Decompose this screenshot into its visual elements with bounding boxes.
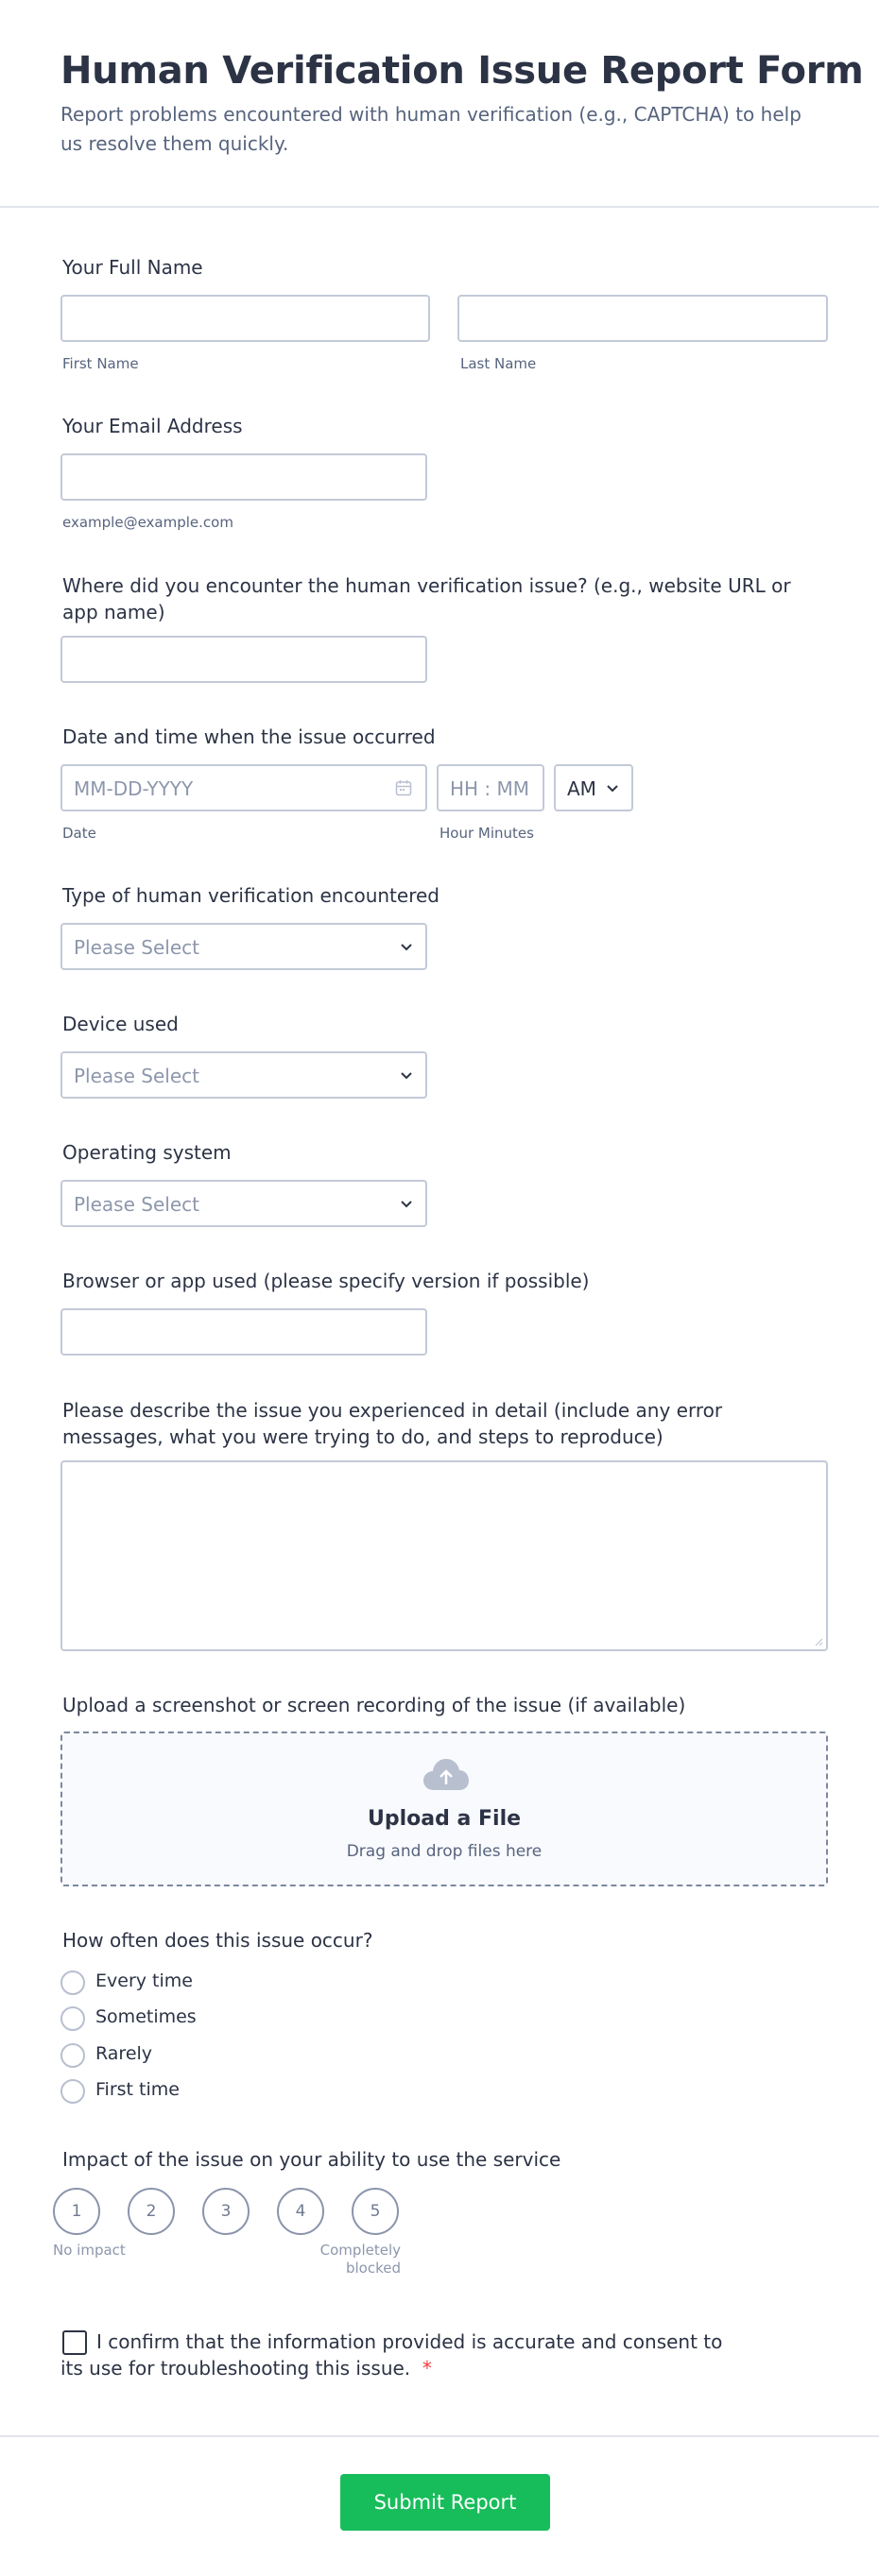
- frequency-option-label: Rarely: [95, 2043, 153, 2064]
- scale-high-label: Completely blocked: [319, 2242, 401, 2277]
- browser-label: Browser or app used (please specify version if possible): [62, 1270, 590, 1292]
- time-sublabel: Hour Minutes: [440, 825, 534, 842]
- scale-option-2[interactable]: 2: [128, 2188, 175, 2235]
- email-label: Your Email Address: [62, 415, 243, 437]
- email-input[interactable]: [60, 453, 427, 501]
- device-label: Device used: [62, 1013, 179, 1035]
- verification-type-label: Type of human verification encountered: [62, 884, 440, 907]
- first-name-input[interactable]: [60, 295, 430, 342]
- description-textarea[interactable]: [60, 1460, 828, 1651]
- scale-option-5[interactable]: 5: [352, 2188, 399, 2235]
- scale-option-1[interactable]: 1: [53, 2188, 100, 2235]
- description-label: Please describe the issue you experienced in detail (include any error messages, what you were trying to do, and steps to reproduce): [62, 1399, 723, 1448]
- radio-button[interactable]: [60, 1970, 85, 1995]
- upload-title: Upload a File: [367, 1807, 522, 1831]
- chevron-down-icon: [605, 780, 620, 795]
- scale-option-3[interactable]: 3: [202, 2188, 250, 2235]
- submit-button[interactable]: Submit Report: [340, 2474, 550, 2531]
- radio-button[interactable]: [60, 2043, 85, 2068]
- frequency-option-label: Every time: [95, 1970, 193, 1991]
- chevron-down-icon: [399, 1067, 414, 1083]
- frequency-label: How often does this issue occur?: [62, 1929, 373, 1952]
- os-value: Please Select: [74, 1193, 199, 1216]
- required-asterisk: *: [422, 2357, 432, 2380]
- verification-type-value: Please Select: [74, 936, 199, 959]
- frequency-option-label: Sometimes: [95, 2006, 197, 2027]
- file-upload-dropzone[interactable]: [60, 1732, 828, 1886]
- date-sublabel: Date: [62, 825, 96, 842]
- radio-button[interactable]: [60, 2079, 85, 2104]
- consent-label: I confirm that the information provided is accurate and consent to its use for troubleshooting this issue.: [60, 2330, 723, 2380]
- upload-subtitle: Drag and drop files here: [346, 1842, 543, 1861]
- form-header: [0, 0, 879, 208]
- cloud-upload-icon: [422, 1756, 471, 1794]
- date-placeholder: MM-DD-YYYY: [74, 777, 194, 800]
- form-subtitle: Report problems encountered with human verification (e.g., CAPTCHA) to help us resolve them quickly.: [60, 103, 801, 155]
- email-sublabel: example@example.com: [62, 514, 233, 531]
- time-input[interactable]: [437, 764, 544, 811]
- datetime-label: Date and time when the issue occurred: [62, 725, 436, 748]
- form-title: Human Verification Issue Report Form: [60, 49, 864, 93]
- date-input[interactable]: [60, 764, 427, 811]
- device-select[interactable]: [60, 1051, 427, 1099]
- ampm-select[interactable]: [554, 764, 633, 811]
- os-label: Operating system: [62, 1141, 232, 1164]
- calendar-icon[interactable]: [395, 779, 412, 796]
- scale-low-label: No impact: [53, 2242, 126, 2259]
- device-value: Please Select: [74, 1065, 199, 1087]
- location-label: Where did you encounter the human verification issue? (e.g., website URL or app name): [62, 574, 791, 623]
- time-placeholder: HH : MM: [450, 777, 530, 800]
- upload-label: Upload a screenshot or screen recording of the issue (if available): [62, 1694, 686, 1716]
- chevron-down-icon: [399, 1196, 414, 1211]
- impact-label: Impact of the issue on your ability to use the service: [62, 2148, 561, 2171]
- last-name-input[interactable]: [457, 295, 828, 342]
- form-footer: [0, 2435, 879, 2576]
- os-select[interactable]: [60, 1180, 427, 1227]
- chevron-down-icon: [399, 939, 414, 954]
- consent-text: [60, 2329, 741, 2381]
- verification-type-select[interactable]: [60, 923, 427, 970]
- last-name-sublabel: Last Name: [460, 355, 537, 372]
- frequency-option-label: First time: [95, 2079, 180, 2100]
- full-name-label: Your Full Name: [62, 256, 203, 279]
- location-input[interactable]: [60, 636, 427, 683]
- radio-button[interactable]: [60, 2006, 85, 2031]
- resize-handle-icon[interactable]: [814, 1637, 823, 1646]
- scale-option-4[interactable]: 4: [277, 2188, 324, 2235]
- first-name-sublabel: First Name: [62, 355, 139, 372]
- ampm-value: AM: [567, 777, 596, 800]
- browser-input[interactable]: [60, 1308, 427, 1356]
